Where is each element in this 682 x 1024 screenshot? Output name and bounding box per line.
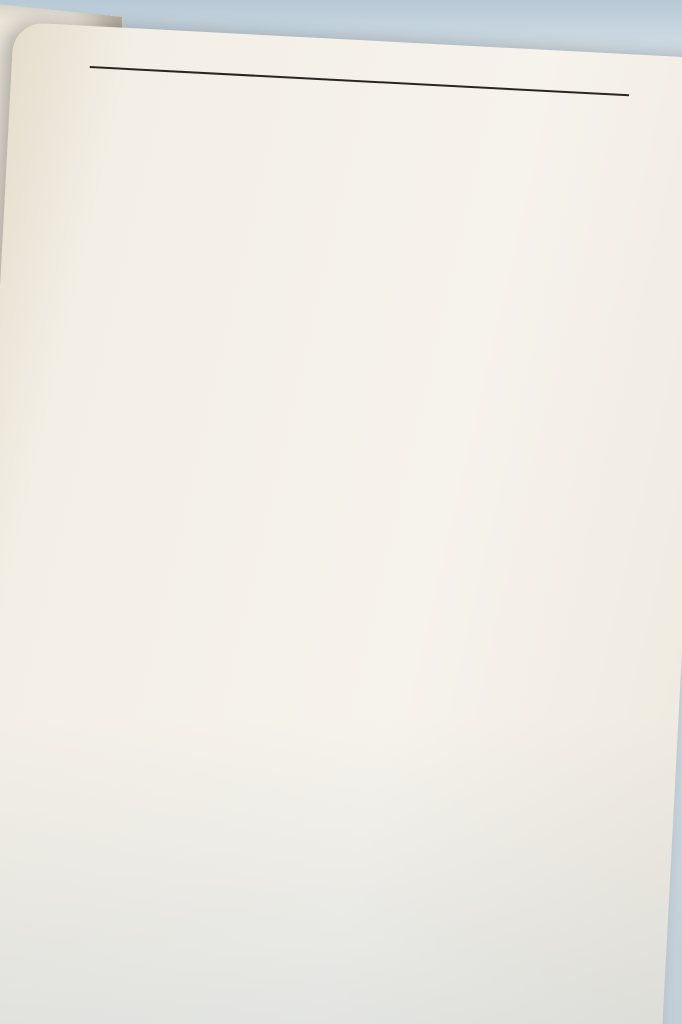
chapter-subtitle bbox=[89, 84, 668, 114]
chapter-title bbox=[89, 84, 668, 114]
top-section bbox=[90, 58, 669, 88]
right-page bbox=[0, 22, 682, 1024]
page-content bbox=[89, 52, 670, 116]
chapter-body bbox=[89, 86, 668, 116]
running-head bbox=[91, 52, 670, 82]
running-title bbox=[91, 52, 241, 60]
chapter-divider bbox=[90, 66, 629, 96]
signature-mark bbox=[89, 86, 668, 116]
